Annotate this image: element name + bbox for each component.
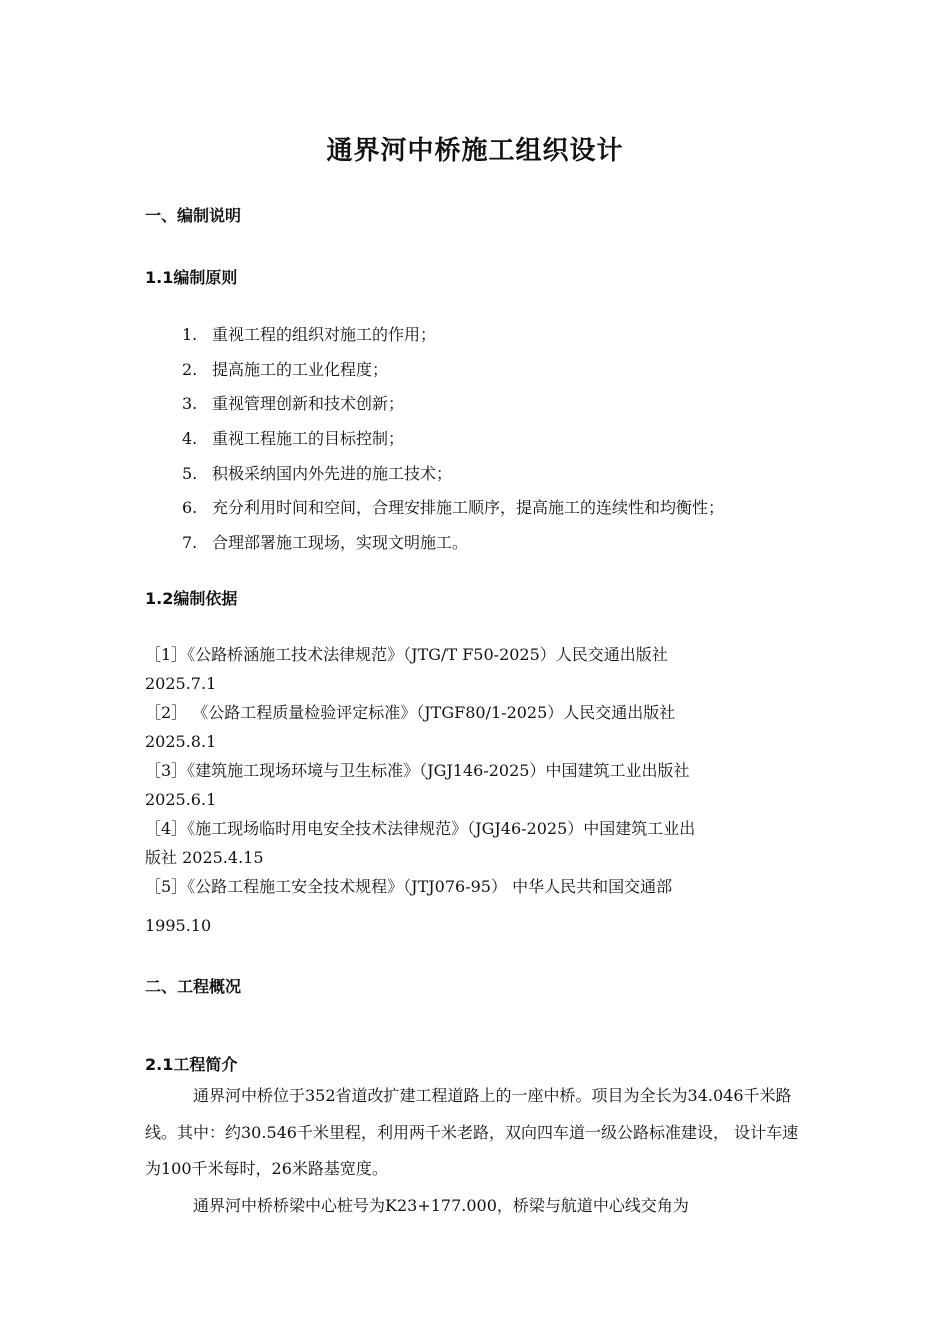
reference-item [145,698,810,756]
list-item [182,461,724,496]
list-item-text: 合理部署施工现场，实现文明施工。 [212,533,469,553]
reference-tail: 2025.8.1 [145,732,217,751]
list-item [182,495,724,530]
body-paragraph: 通界河中桥位于352省道改扩建工程道路上的一座中桥。项目为全长为34.046千米路线。其中：约30.546千米里程，利用两千米老路，双向四车道一级公路标准建设， 设计车速为100千米每时，26米路基宽度。 [145,1086,799,1178]
list-item-number: 5. [182,463,198,483]
list-item [182,357,724,392]
section-1-1-heading: 1.1编制原则 [145,268,238,287]
list-item-text: 重视管理创新和技术创新； [212,394,405,414]
reference-tail: 2025.7.1 [145,674,217,693]
list-item-number: 4. [182,429,198,449]
reference-item [145,756,810,814]
section-1-2-heading: 1.2编制依据 [145,589,238,608]
reference-tail: 版社 2025.4.15 [145,848,264,867]
section-1-heading: 一、编制说明 [145,206,242,225]
list-item [182,530,724,565]
list-item [182,322,724,357]
reference-tail: 2025.6.1 [145,790,217,809]
list-item-number: 1. [182,325,198,344]
list-item-number: 3. [182,394,198,414]
list-item-text: 充分利用时间和空间，合理安排施工顺序，提高施工的连续性和均衡性； [212,498,725,518]
section-2-1-heading: 2.1工程简介 [145,1055,238,1074]
list-item-text: 重视工程的组织对施工的作用； [212,325,437,344]
section-2-heading: 二、工程概况 [145,977,242,996]
list-item-number: 2. [182,359,198,379]
list-item-text: 提高施工的工业化程度； [212,359,389,379]
reference-main: ［5］《公路工程施工安全技术规程》（JTJ076-95） 中华人民共和国交通部 [145,877,673,896]
principles-list [182,322,724,565]
reference-item [145,814,810,872]
body-paragraph: 通界河中桥桥梁中心桩号为K23+177.000，桥梁与航道中心线交角为 [193,1196,689,1215]
reference-main: ［2］ 《公路工程质量检验评定标准》（JTGF80/1-2025）人民交通出版社 [145,703,676,722]
reference-main: ［1］《公路桥涵施工技术法律规范》（JTG/T F50-2025）人民交通出版社 [145,645,668,664]
list-item-text: 积极采纳国内外先进的施工技术； [212,463,453,483]
document-title: 通界河中桥施工组织设计 [326,136,624,166]
reference-main: ［3］《建筑施工现场环境与卫生标准》（JGJ146-2025）中国建筑工业出版社 [145,761,690,780]
references-list [145,640,810,940]
list-item-text: 重视工程施工的目标控制； [212,429,405,449]
list-item-number: 7. [182,533,198,553]
reference-item [145,640,810,698]
reference-main: ［4］《施工现场临时用电安全技术法律规范》（JGJ46-2025）中国建筑工业出 [145,819,696,838]
reference-item [145,872,810,940]
reference-tail: 1995.10 [145,916,212,935]
list-item-number: 6. [182,498,198,518]
list-item [182,391,724,426]
list-item [182,426,724,461]
